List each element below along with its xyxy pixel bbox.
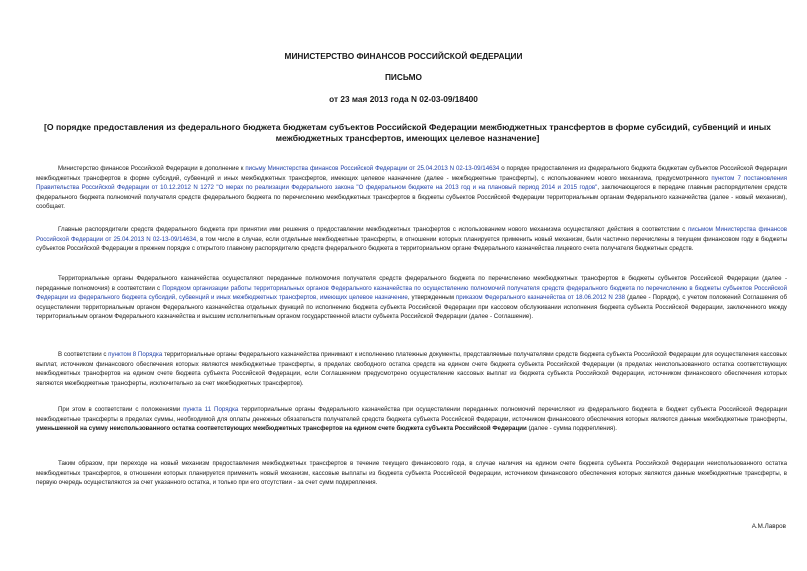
paragraph-1 <box>36 164 787 212</box>
text: о порядке предоставления из федерального бюджета бюджетам субъектов Российской Федерации межбюджетных трансфертов в форме субсидий, субвенций и иных межбюджетных трансфертов, имеющих целевое назначение (далее - межбюджетные трансферты), с использованием нового механизма, предусмотренного <box>36 165 787 182</box>
document-type: ПИСЬМО <box>384 72 423 82</box>
text: территориальные органы Федерального казначейства при осуществлении переданных полномочий перечисляют из федерального бюджета в бюджет субъекта Российской Федерации межбюджетные трансферты в пределах суммы, необходимой для оплаты денежных обязательств получателей средств бюджета субъекта Российской Федерации, источником финансового обеспечения которых являются данные межбюджетные трансферты, <box>36 406 788 423</box>
link-procedure-item-8[interactable]: пунктом 8 Порядка <box>108 351 163 358</box>
document-subject: [О порядке предоставления из федерального бюджета бюджетам субъектов Российской Федерации межбюджетных трансфертов в форме субсидий, субвенций и иных межбюджетных трансфертов, имеющих целевое назначение] <box>44 122 771 143</box>
link-letter-14634[interactable]: письмом Министерства финансов Российской Федерации от 25.04.2013 N 02-13-09/14634 <box>36 226 787 243</box>
paragraph-6 <box>36 459 787 488</box>
text: В соответствии с <box>58 351 109 358</box>
text: Главные распорядители средств федерального бюджета при принятии ими решения о предоставлении межбюджетных трансфертов с использованием нового механизма осуществляют действия в соответствии с <box>58 226 688 233</box>
text: Территориальные органы Федерального казначейства осуществляют переданные полномочия получателя средств федерального бюджета по перечислению межбюджетных трансфертов в бюджеты субъектов Российской Федерации (далее - переданные полномочия) в соответствии с <box>36 275 787 292</box>
link-treasury-order-238[interactable]: приказом Федерального казначейства от 18.06.2012 N 238 <box>455 294 626 302</box>
text: (далее - Порядок), с учетом положений Соглашения об осуществлении территориальным органом Федерального казначейства отдельных функций по исполнению бюджета субъекта Российской Федерации при кассовом обслуживании исполнения бюджета субъекта Российской Федерации, заключенного между территориальным органом Федерального казначейства и высшим исполнительным органом государственной власти субъекта Российской Федерации (далее - Соглашение). <box>36 294 787 321</box>
text: (далее - сумма подкрепления). <box>526 425 617 433</box>
paragraph-3 <box>36 274 787 322</box>
text: , в том числе в случае, если отдельные межбюджетные трансферты, в отношении которых планируется применить новый механизм, были частично перечислены в текущем финансовом году в бюджеты субъектов Российской Федерации в прежнем порядке с открытого главному распорядителю средств федерального бюджета в территориальном органе Федерального казначейства лицевого счета получателя бюджетных средств. <box>36 235 787 253</box>
paragraph-4 <box>36 350 787 388</box>
paragraph-5 <box>36 405 787 434</box>
link-order-procedure[interactable]: Порядком организации работы территориальных органов Федерального казначейства по осуществлению полномочий получателя средств федерального бюджета по перечислению в бюджеты субъектов Российской Федерации из федерального бюджета субсидий, субвенций и иных межбюджетных трансфертов, имеющих целевое назначение <box>36 284 788 302</box>
text: Таким образом, при переходе на новый механизм предоставления межбюджетных трансфертов в течение текущего финансового года, в случае наличия на едином счете бюджета субъекта Российской Федерации неиспользованного остатка межбюджетных трансфертов, в отношении которых планируется применить новый механизм, кассовые выплаты из бюджета субъекта Российской Федерации, источником финансового обеспечения которых являются данные межбюджетные трансферты, в первую очередь осуществляются за счет указанного остатка, и только при его отсутствии - за счет сумм подкрепления. <box>36 460 787 487</box>
text: территориальные органы Федерального казначейства принимают к исполнению платежные документы, представляемые получателями средств бюджета субъекта Российской Федерации для осуществления кассовых выплат, источником финансового обеспечения которых являются межбюджетные трансферты, в пределах свободного остатка средств на едином счете бюджета субъекта Российской Федерации (в пределах неиспользованного остатка соответствующих межбюджетных трансфертов на едином счете бюджета субъекта Российской Федерации, если Соглашением предусмотрено осуществление кассовых выплат из бюджета субъекта Российской Федерации, источником финансового обеспечения которых являются межбюджетные трансферты, исключительно за счет межбюджетных трансфертов). <box>36 351 787 387</box>
text: , утвержденным <box>407 294 456 302</box>
text: При этом в соответствии с положениями <box>58 406 184 413</box>
document-date-number: от 23 мая 2013 года N 02-03-09/18400 <box>329 94 478 104</box>
bold-text: уменьшенной на сумму неиспользованного остатка соответствующих межбюджетных трансфертов на едином счете бюджета субъекта Российской Федерации <box>36 425 527 433</box>
text: Министерство финансов Российской Федерации в дополнение к <box>58 165 246 172</box>
ministry-title: МИНИСТЕРСТВО ФИНАНСОВ РОССИЙСКОЙ ФЕДЕРАЦИИ <box>284 51 523 61</box>
link-resolution-1272[interactable]: пунктом 7 постановления Правительства Российской Федерации от 10.12.2012 N 1272 "О мерах по реализации Федерального закона "О федеральном бюджете на 2013 год и на плановый период 2014 и 2015 годов" <box>36 174 787 192</box>
link-letter-14634[interactable]: письму Министерства финансов Российской Федерации от 25.04.2013 N 02-13-09/14634 <box>245 165 500 172</box>
text: , заключающегося в передаче главным распорядителем средств федерального бюджета полномочий получателя средств федерального бюджета по перечислению межбюджетных трансфертов в бюджеты субъектов Российской Федерации территориальным органам Федерального казначейства (далее - новый механизм), сообщает. <box>36 184 788 211</box>
link-procedure-item-11[interactable]: пункта 11 Порядка <box>183 406 239 413</box>
signature: А.М.Лавров <box>751 523 786 530</box>
paragraph-2 <box>36 225 787 254</box>
